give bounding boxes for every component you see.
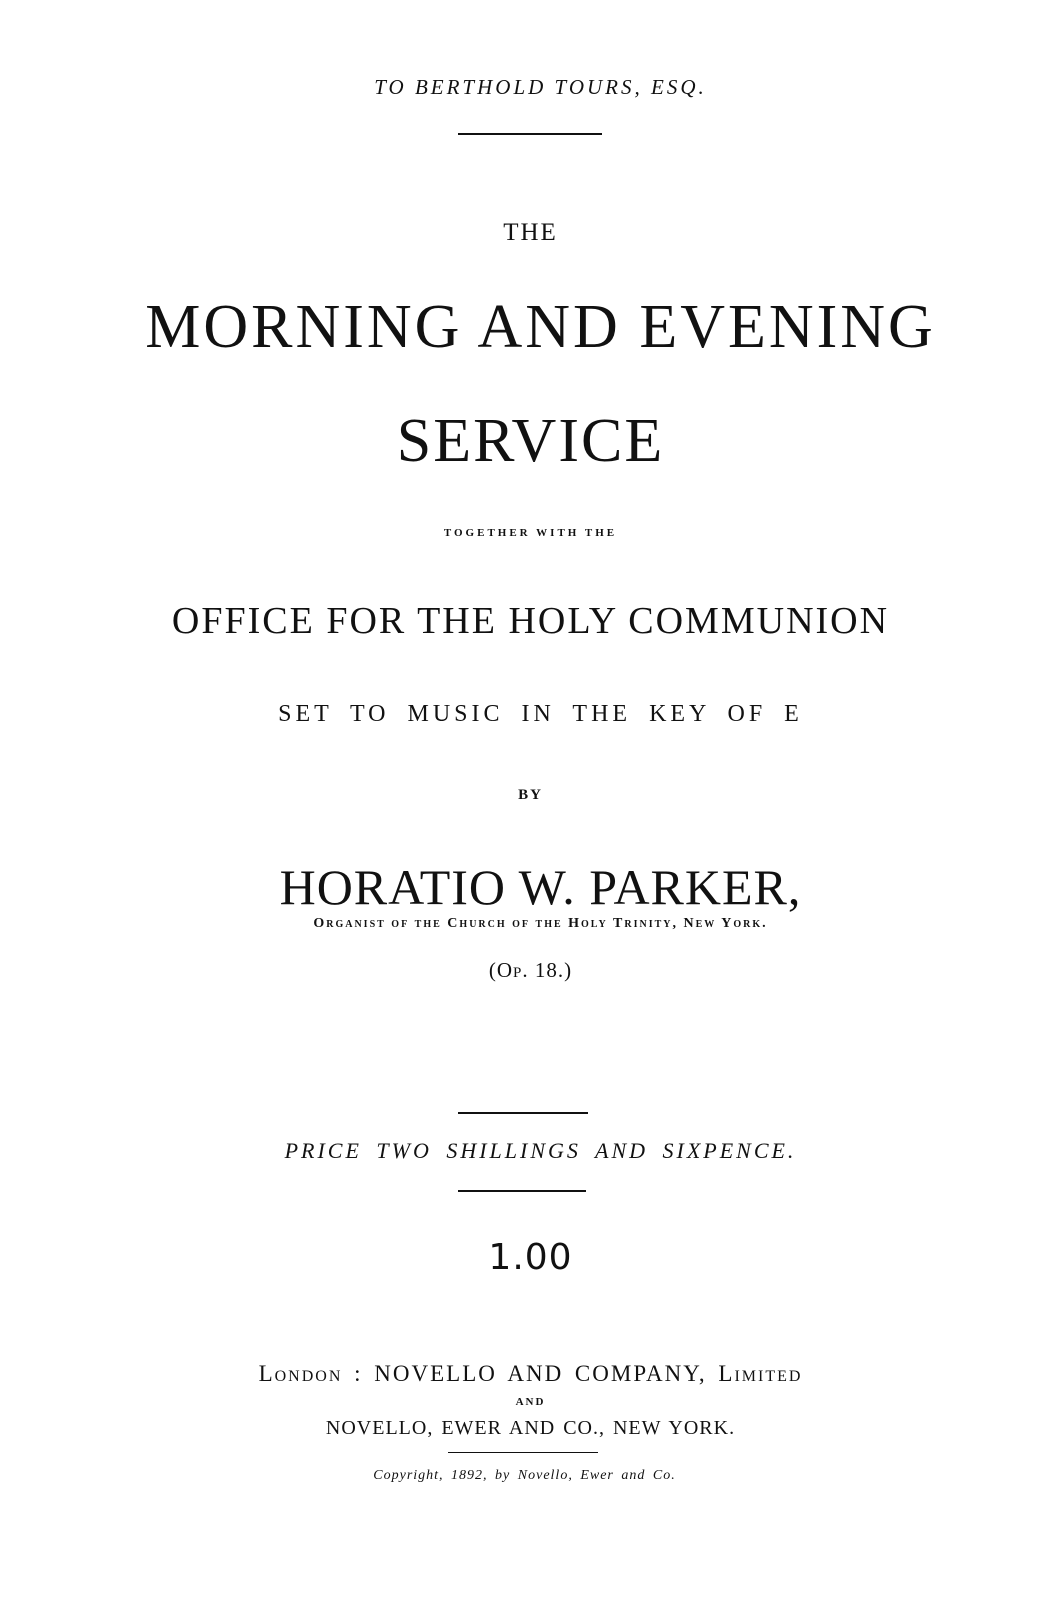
composer-name: HORATIO W. PARKER, [279,859,802,915]
publisher-london [0,1362,1061,1385]
copyright-notice: Copyright, 1892, by Novello, Ewer and Co. [373,1468,676,1483]
set-to-music-text: SET TO MUSIC IN THE KEY OF E [278,701,803,727]
main-title-line2: SERVICE [396,407,665,475]
handwritten-price: 1.00 [488,1237,573,1278]
title-article: THE [503,219,558,246]
by-text: BY [518,787,543,803]
main-title-line1: MORNING AND EVENING [145,293,936,361]
divider-rule-bottom [448,1452,598,1453]
divider-rule-price-top [458,1112,588,1114]
london-publisher-name: NOVELLO AND COMPANY, [374,1361,707,1386]
dedication: TO BERTHOLD TOURS, ESQ. [374,75,707,99]
divider-rule-top [458,133,602,135]
price-text: PRICE TWO SHILLINGS AND SIXPENCE. [284,1138,797,1163]
limited-text: Limited [718,1361,803,1386]
and-text: AND [515,1396,546,1408]
london-label: London : [258,1361,363,1386]
opus-number: (Op. 18.) [488,958,573,982]
together-with-text: TOGETHER WITH THE [443,527,618,539]
composer-position: Organist of the Church of the Holy Trinity, New York. [313,916,768,931]
divider-rule-price-bottom [458,1190,586,1192]
office-title: OFFICE FOR THE HOLY COMMUNION [171,600,890,642]
publisher-new-york: NOVELLO, EWER AND CO., NEW YORK. [325,1417,736,1439]
